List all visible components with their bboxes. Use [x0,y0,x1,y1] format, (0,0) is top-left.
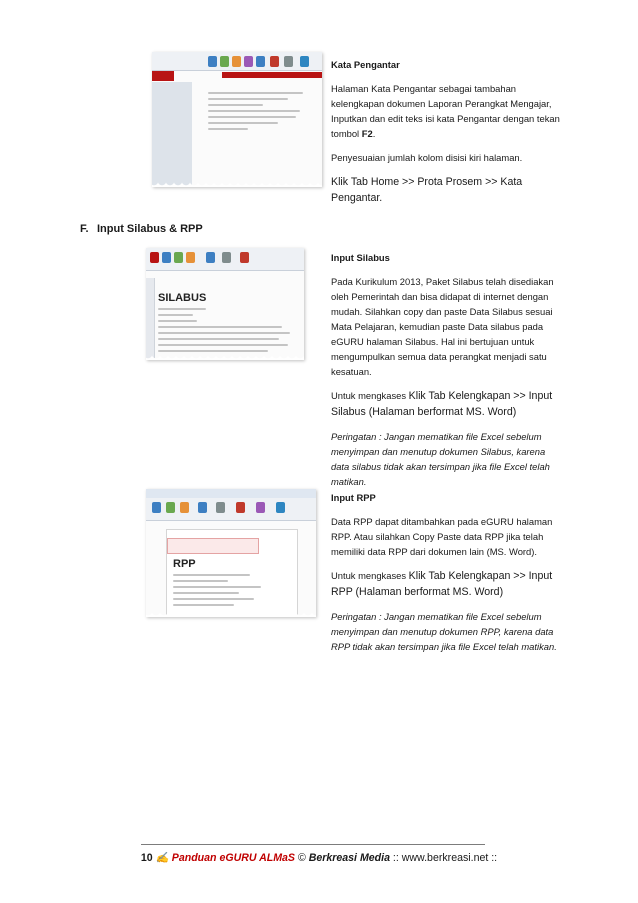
rpp-warning: Peringatan : Jangan mematikan file Excel sebelum menyimpan dan menutup dokumen RPP, karena data RPP tidak akan tersimpan jika file Excel telah matikan. [331,611,557,652]
rpp-label: RPP [173,558,196,570]
preview-text [208,92,308,134]
rpp-lines [173,574,283,610]
page-number: 10 [140,852,153,864]
footer-copyright: © [295,852,309,864]
footer-rule [141,844,485,845]
rpp-title: Input RPP [331,492,376,503]
column-note: Penyesuaian jumlah kolom disisi kiri halaman. [331,152,523,163]
writing-hand-icon: ✍ [155,852,169,864]
heading-letter: F. [80,223,89,235]
silabus-description: Pada Kurikulum 2013, Paket Silabus telah disediakan oleh Pemerintah dan bisa didapat di internet dengan mudah. Silahkan copy dan paste Data Silabus sesuai Mata Pelajaran, kemudian paste Data silabus pada eGURU halaman Silabus. Hal ini bertujuan untuk mengumpulkan semua data perangkat menjadi satu kesatuan. [331,276,554,377]
rpp-screenshot [146,489,316,617]
navigation-path: Klik Tab Home >> Prota Prosem >> Kata Pengantar. [331,176,523,204]
section-kata-pengantar [331,57,563,206]
page-footer [0,851,638,864]
side-panel [152,82,192,187]
silabus-screenshot [146,248,304,360]
ribbon [146,498,316,521]
title-bar [222,72,322,78]
section-heading [80,223,203,235]
silabus-title: Input Silabus [331,252,390,263]
silabus-warning: Peringatan : Jangan mematikan file Excel sebelum menyimpan dan menutup dokumen Silabus, karena data silabus tidak akan tersimpan jika file Excel telah matikan. [331,431,550,487]
heading-text: Input Silabus & RPP [97,223,203,235]
silabus-lines [158,308,296,356]
footer-company: Berkreasi Media [308,852,390,864]
section-title: Kata Pengantar [331,59,400,70]
section-silabus [331,250,563,489]
rpp-description: Data RPP dapat ditambahkan pada eGURU halaman RPP. Atau silahkan Copy Paste data RPP jika telah memiliki data RPP dari dokumen lain (MS. Word). [331,516,553,557]
kata-pengantar-screenshot [152,52,322,187]
ribbon [146,248,304,271]
rpp-access: Untuk mengkases Klik Tab Kelengkapan >> Input RPP (Halaman berformat MS. Word) [331,570,553,598]
silabus-access: Untuk mengkases Klik Tab Kelengkapan >> Input Silabus (Halaman berformat MS. Word) [331,390,553,418]
footer-brand: Panduan eGURU ALMaS [171,852,295,864]
notice-box [167,538,259,554]
logo-block [152,71,174,81]
silabus-label: SILABUS [158,292,207,304]
footer-website: :: www.berkreasi.net :: [389,852,498,864]
section-rpp [331,490,563,654]
intro-paragraph: Halaman Kata Pengantar sebagai tambahan kelengkapan dokumen Laporan Perangkat Mengajar, Inputkan dan edit teks isi kata Pengantar dengan tekan tombol F2. [331,83,560,139]
word-page [166,529,298,617]
ribbon [152,52,322,71]
